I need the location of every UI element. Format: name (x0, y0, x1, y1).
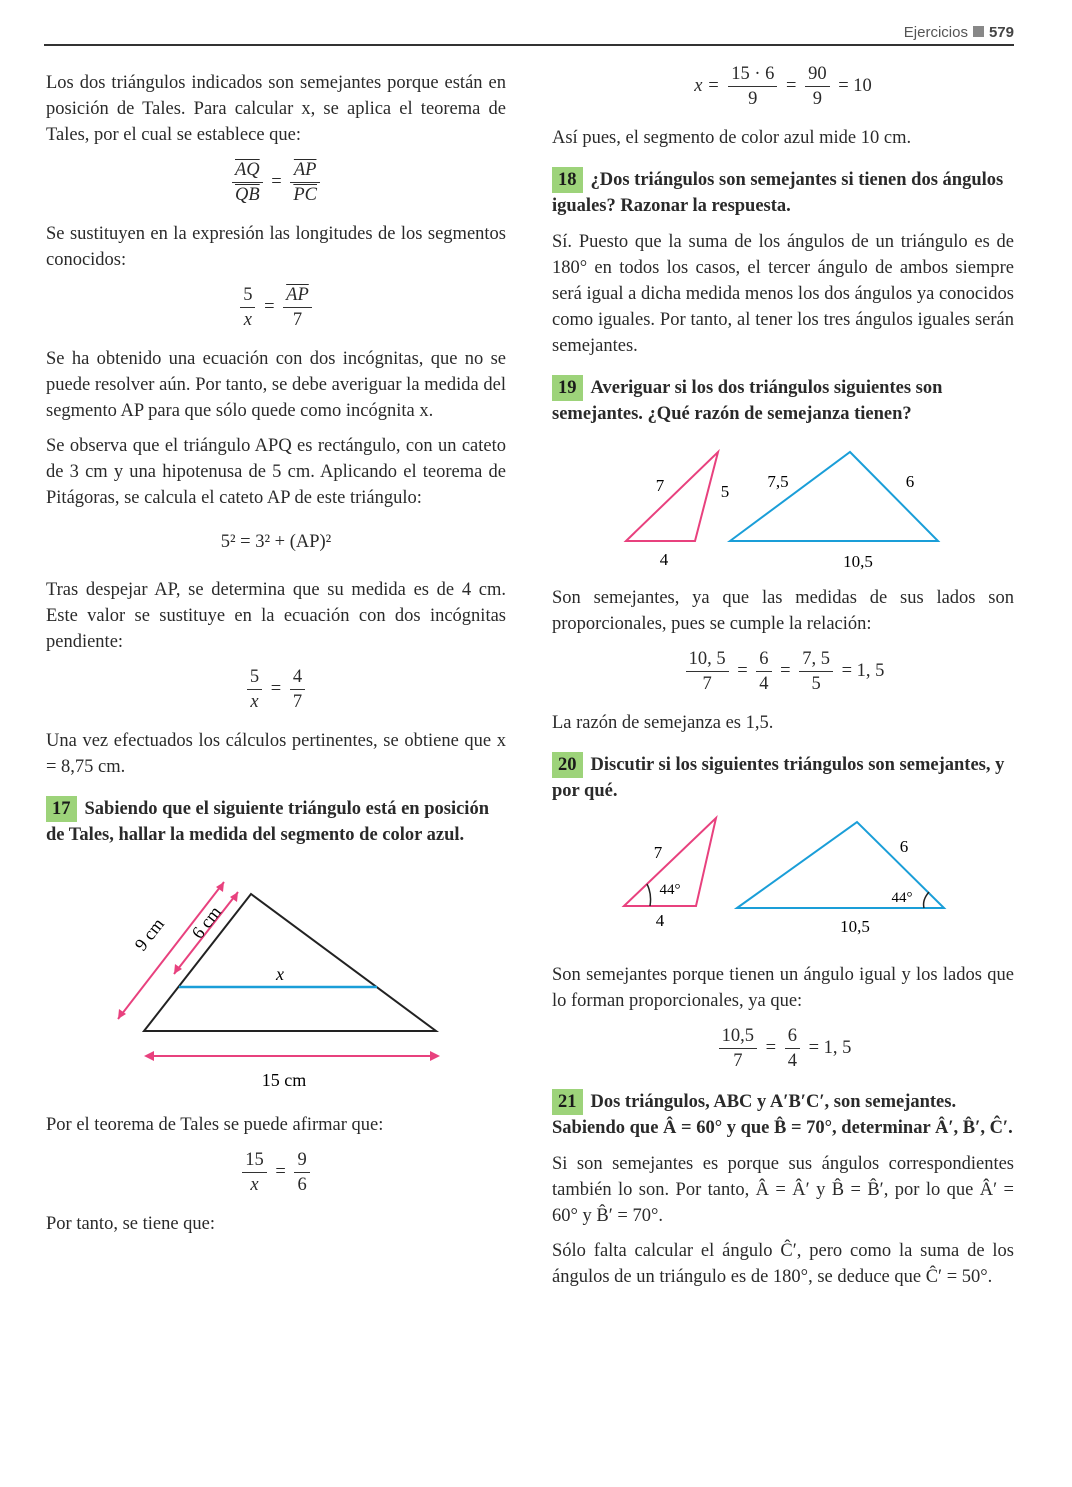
problem-number: 21 (552, 1089, 583, 1115)
paragraph: Por el teorema de Tales se puede afirmar que: (46, 1115, 384, 1135)
paragraph: Así pues, el segmento de color azul mide 10 cm. (552, 128, 912, 148)
equation-final: $\frac{5}{x}$ = $\frac{4}{7}$ (46, 665, 506, 714)
side-label: 7 (653, 843, 663, 862)
eq-den: 9 (748, 89, 758, 109)
angle-label: 44° (891, 890, 913, 906)
side-label: 7 (655, 476, 665, 495)
square-icon (973, 26, 984, 37)
paragraph: Sí. Puesto que la suma de los ángulos de un triángulo es de 180° en todos los casos, el tercer ángulo de ambos siempre será igual a dicha medida menos los dos ángulos ya conocidos como iguales. Por tanto, al tener los tres ángulos iguales serán semejantes. (552, 232, 1014, 356)
eq-den: 4 (787, 1051, 797, 1071)
angle-label: 44° (659, 882, 681, 898)
eq-num: 6 (756, 647, 771, 672)
paragraph: Se ha obtenido una ecuación con dos incógnitas, que no se puede resolver aún. Por tanto, se debe averiguar la medida del segmento AP para que sólo quede como incógnita x. (46, 349, 506, 421)
equation-pythagoras: 5² = 3² + (AP)² (220, 532, 332, 552)
paragraph: Son semejantes porque tienen un ángulo igual y los lados que lo forman proporcionales, ya que: (552, 965, 1014, 1011)
problem-17 (46, 796, 506, 848)
equation-similarity-ratio: $\frac{10, 5}{7}$ = $\frac{6}{4}$ = $\frac{7, 5}{5}$ = 1, 5 (552, 647, 1014, 696)
section-title: Ejercicios (903, 24, 968, 41)
eq-den: 6 (297, 1175, 307, 1195)
figure-20-triangles (552, 814, 1014, 944)
header-rule (44, 44, 1014, 46)
side-label: 4 (659, 550, 669, 569)
eq-num: $\overline{AQ}$ (232, 158, 263, 183)
eq-num: 4 (290, 665, 305, 690)
eq-result: = 10 (838, 75, 872, 96)
figure-19-triangles (552, 437, 1014, 577)
paragraph: Tras despejar AP, se determina que su medida es de 4 cm. Este valor se sustituye en la ecuación con dos incógnitas pendiente: (46, 580, 506, 652)
eq-den: x (243, 310, 252, 330)
eq-num: $\overline{AP}$ (290, 158, 320, 183)
page-header (904, 20, 1014, 46)
paragraph: La razón de semejanza es 1,5. (552, 713, 774, 733)
page-number: 579 (988, 24, 1014, 41)
triangle-outline (144, 894, 436, 1031)
label-9cm: 9 cm (130, 914, 169, 955)
paragraph: Se sustituyen en la expresión las longitudes de los segmentos conocidos: (46, 224, 506, 270)
eq-num: 5 (247, 665, 262, 690)
label-15cm: 15 cm (261, 1070, 307, 1090)
problem-number: 20 (552, 752, 583, 778)
eq-num: 10, 5 (686, 647, 729, 672)
equation-x: x = $\frac{15 \cdot 6}{9}$ = $\frac{90}{9}$ = 10 (694, 64, 872, 109)
eq-result: = 1, 5 (841, 660, 885, 681)
eq-den: 7 (702, 674, 712, 694)
eq-den: 5 (811, 674, 821, 694)
problem-20 (552, 752, 1014, 804)
problem-19 (552, 375, 1014, 427)
left-column (46, 70, 506, 1246)
problem-number: 17 (46, 796, 77, 822)
eq-den: PC (293, 185, 317, 205)
angle-arc (647, 884, 651, 906)
angle-arc (924, 892, 929, 908)
problem-text: ¿Dos triángulos son semejantes si tienen dos ángulos iguales? Razonar la respuesta. (552, 170, 1004, 216)
arrowhead (430, 1051, 440, 1061)
eq-den: x (250, 692, 259, 712)
paragraph: Los dos triángulos indicados son semejantes porque están en posición de Tales. Para calcular x, se aplica el teorema de Tales, por el cual se establece que: (46, 73, 506, 145)
problem-18 (552, 167, 1014, 219)
equation-side-ratio: $\frac{10,5}{7}$ = $\frac{6}{4}$ = 1, 5 (552, 1024, 1014, 1073)
eq-lhs: x = (694, 75, 720, 96)
eq-num: 6 (785, 1024, 800, 1049)
paragraph: Por tanto, se tiene que: (46, 1214, 216, 1234)
eq-num: 90 (805, 62, 830, 87)
eq-num: 7, 5 (799, 647, 833, 672)
eq-result: = 1, 5 (808, 1037, 852, 1058)
eq-den: 4 (759, 674, 769, 694)
equation-substituted: $\frac{5}{x}$ = $\frac{\overline{AP}}{7}$ (46, 283, 506, 332)
equation-thales: $\frac{\overline{AQ}}{QB}$ = $\frac{\overline{AP}}{PC}$ (46, 158, 506, 207)
problem-text: Discutir si los siguientes triángulos son semejantes, y por qué. (552, 755, 1005, 801)
figure-triangle-thales (46, 858, 506, 1098)
side-label: 7,5 (767, 472, 789, 491)
side-label: 6 (905, 472, 915, 491)
eq-num: 15 (242, 1148, 267, 1173)
eq-num: 5 (240, 283, 255, 308)
paragraph: Una vez efectuados los cálculos pertinentes, se obtiene que x = 8,75 cm. (46, 731, 506, 777)
paragraph: Sólo falta calcular el ángulo Ĉ′, pero como la suma de los ángulos de un triángulo es de 180°, se deduce que Ĉ′ = 50°. (552, 1241, 1014, 1287)
eq-den: 7 (733, 1051, 743, 1071)
side-label: 5 (720, 482, 730, 501)
side-label: 10,5 (840, 917, 870, 936)
side-label: 4 (655, 911, 665, 930)
large-triangle (737, 822, 944, 908)
problem-number: 18 (552, 167, 583, 193)
eq-den: 7 (292, 692, 303, 712)
problem-text: Dos triángulos, ABC y A′B′C′, son semejantes. Sabiendo que Â = 60° y que B̂ = 70°, determinar Â′, B̂′, Ĉ′. (552, 1092, 1013, 1138)
eq-den: 9 (812, 89, 822, 109)
eq-den: QB (235, 185, 260, 205)
eq-num: 10,5 (719, 1024, 757, 1049)
equation-ratio: $\frac{15}{x}$ = $\frac{9}{6}$ (46, 1148, 506, 1197)
label-6cm: 6 cm (187, 902, 226, 943)
large-triangle (730, 452, 938, 541)
problem-21 (552, 1089, 1014, 1141)
problem-number: 19 (552, 375, 583, 401)
eq-num: 15 · 6 (728, 62, 777, 87)
eq-num: 9 (294, 1148, 309, 1173)
problem-text: Averiguar si los dos triángulos siguientes son semejantes. ¿Qué razón de semejanza tienen? (552, 378, 943, 424)
paragraph: Son semejantes, ya que las medidas de sus lados son proporcionales, pues se cumple la relación: (552, 588, 1014, 634)
problem-text: Sabiendo que el siguiente triángulo está en posición de Tales, hallar la medida del segmento de color azul. (46, 799, 489, 845)
paragraph: Si son semejantes es porque sus ángulos correspondientes también lo son. Por tanto, Â = Â′ y B̂ = B̂′, por lo que Â′ = 60° y B̂′ = 70°. (552, 1154, 1014, 1226)
eq-den: x (250, 1175, 259, 1195)
side-label: 6 (899, 837, 909, 856)
side-label: 10,5 (843, 552, 873, 571)
arrowhead (144, 1051, 154, 1061)
eq-num: $\overline{AP}$ (283, 283, 312, 308)
label-x: x (276, 964, 284, 984)
paragraph: Se observa que el triángulo APQ es rectángulo, con un cateto de 3 cm y una hipotenusa de 5 cm. Aplicando el teorema de Pitágoras, se calcula el cateto AP de este triángulo: (46, 436, 506, 508)
right-column (552, 62, 1014, 1299)
eq-den: 7 (292, 310, 303, 330)
small-triangle (626, 452, 718, 541)
